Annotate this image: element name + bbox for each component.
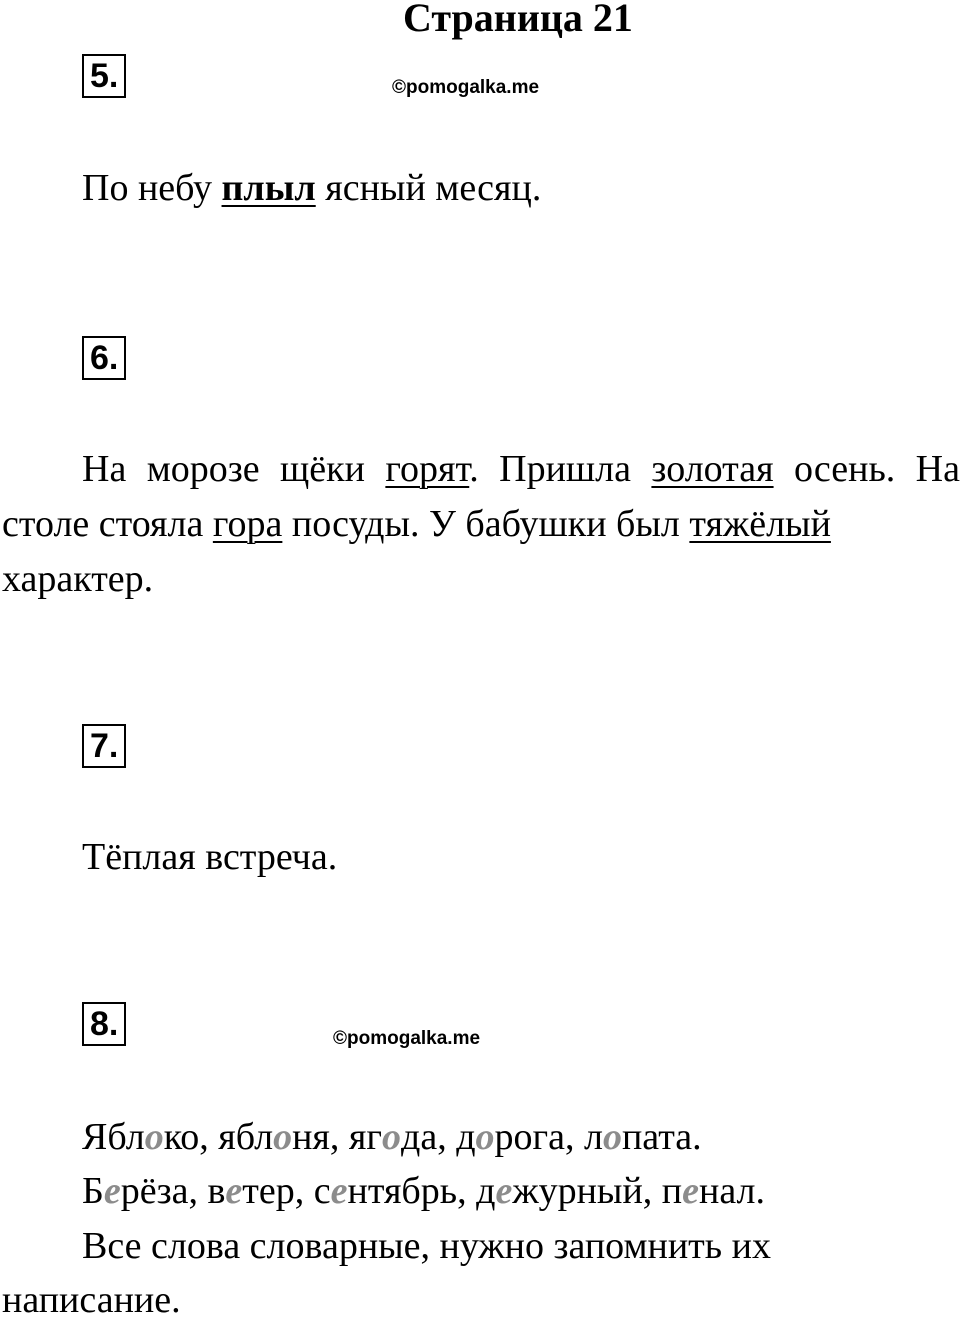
word-o-5 (584, 1116, 702, 1158)
word-fragment: ко, (163, 1116, 219, 1158)
word-fragment: рёза, (120, 1170, 208, 1212)
watermark-top: ©pomogalka.me (392, 77, 540, 98)
word-fragment: журный, (512, 1170, 662, 1212)
task-8-line-o (82, 1109, 702, 1165)
task-6-line-1 (0, 441, 960, 497)
task-6-line-2 (2, 496, 831, 552)
word-fragment: пата. (621, 1116, 702, 1158)
task-7-text: Тёплая встреча. (82, 836, 338, 878)
vowel-o-1: о (144, 1116, 164, 1158)
vowel-o-2: о (273, 1116, 293, 1158)
word-o-4 (456, 1116, 584, 1158)
word-fragment: с (313, 1170, 331, 1212)
vowel-e-5: е (682, 1170, 700, 1212)
word-fragment: д (456, 1116, 476, 1158)
vowel-e-1: е (103, 1170, 121, 1212)
word-fragment: нал. (699, 1170, 766, 1212)
word-fragment: рога, (494, 1116, 584, 1158)
watermark-bottom: ©pomogalka.me (333, 1028, 481, 1049)
word-o-3 (349, 1116, 456, 1158)
word-fragment: тер, (242, 1170, 314, 1212)
word-e-2 (207, 1170, 313, 1212)
word-fragment: ня, (292, 1116, 349, 1158)
task-8-number: 8. (82, 1002, 126, 1046)
task-7-number: 7. (82, 724, 126, 768)
word-fragment: л (584, 1116, 603, 1158)
task-8-note-line-2: написание. (2, 1279, 181, 1321)
word-fragment: нтябрь, (347, 1170, 477, 1212)
task-8-note-line-1: Все слова словарные, нужно запомнить их (82, 1225, 771, 1267)
word-o-2 (218, 1116, 349, 1158)
task-6-number: 6. (82, 336, 126, 380)
task-6-underlined-gora: гора (212, 503, 283, 545)
vowel-o-5: о (602, 1116, 622, 1158)
word-e-4 (476, 1170, 662, 1212)
task-8-line-e (82, 1163, 765, 1219)
vowel-e-4: е (495, 1170, 513, 1212)
task-6-line-2-part-2: посуды. У бабушки был (282, 503, 690, 545)
task-6-line-2-part-1: столе стояла (2, 503, 213, 545)
word-e-5 (662, 1170, 765, 1212)
task-6-line-1-part-1: На морозе щёки (82, 448, 386, 490)
word-e-3 (314, 1170, 476, 1212)
word-fragment: п (661, 1170, 683, 1212)
word-e-1 (82, 1170, 207, 1212)
word-fragment: Ябл (82, 1116, 145, 1158)
task-6-underlined-tyazholyy: тяжёлый (689, 503, 831, 545)
task-6-line-1-part-3: осень. На (773, 448, 960, 490)
task-5-text-before: По небу (82, 167, 222, 209)
vowel-o-4: о (475, 1116, 495, 1158)
page-title: Страница 21 (403, 0, 633, 40)
word-fragment: яг (348, 1116, 382, 1158)
task-5-predicate: плыл (221, 167, 316, 209)
task-5-text-after: ясный месяц. (315, 167, 542, 209)
vowel-o-3: о (382, 1116, 401, 1158)
word-fragment: д (476, 1170, 496, 1212)
task-5-number: 5. (82, 54, 126, 98)
word-fragment: ябл (218, 1116, 274, 1158)
vowel-e-2: е (225, 1170, 243, 1212)
task-6-line-1-part-2: . Пришла (469, 448, 652, 490)
word-fragment: в (207, 1170, 226, 1212)
task-6-underlined-goryat: горят (385, 448, 470, 490)
word-fragment: Б (82, 1170, 104, 1212)
word-o-1 (82, 1116, 218, 1158)
task-5-sentence (82, 160, 541, 216)
task-6-underlined-zolotaya: золотая (651, 448, 774, 490)
task-6-line-3: характер. (2, 558, 154, 600)
word-fragment: да, (401, 1116, 457, 1158)
vowel-e-3: е (330, 1170, 348, 1212)
